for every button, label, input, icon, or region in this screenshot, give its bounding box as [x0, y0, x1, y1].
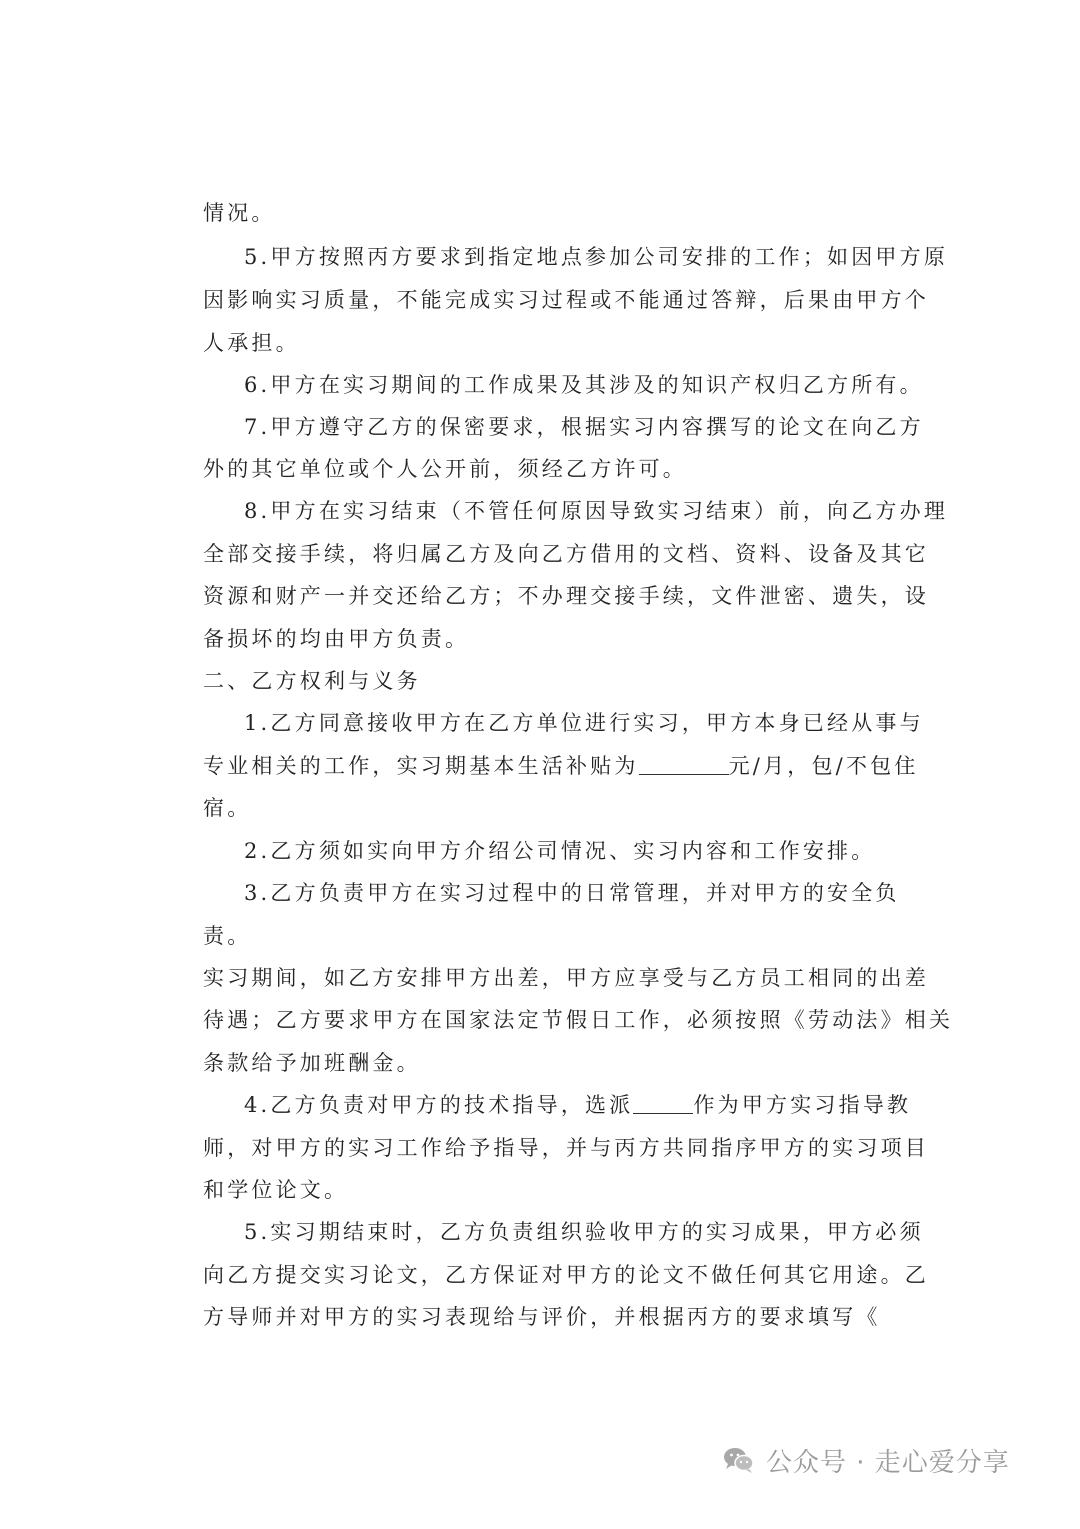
mentor-line-after: 作为甲方实习指导教 [693, 1093, 912, 1117]
watermark [722, 1440, 1010, 1480]
text-line: 全部交接手续，将归属乙方及向乙方借用的文档、资料、设备及其它 [203, 542, 929, 566]
text-line: 向乙方提交实习论文，乙方保证对甲方的论文不做任何其它用途。乙 [203, 1263, 929, 1287]
text-line: 情况。 [203, 201, 276, 225]
text-line: 3.乙方负责甲方在实习过程中的日常管理，并对甲方的安全负 [244, 881, 900, 905]
stipend-line-before: 专业相关的工作，实习期基本生活补贴为 [203, 754, 639, 778]
text-line: 和学位论文。 [203, 1178, 349, 1202]
text-line: 实习期间，如乙方安排甲方出差，甲方应享受与乙方员工相同的出差 [203, 966, 929, 990]
text-line: 7.甲方遵守乙方的保密要求，根据实习内容撰写的论文在向乙方 [244, 415, 924, 439]
text-line: 师，对甲方的实习工作给予指导，并与丙方共同指序甲方的实习项目 [203, 1136, 929, 1160]
text-line: 5.甲方按照丙方要求到指定地点参加公司安排的工作；如因甲方原 [244, 245, 949, 269]
text-line: 2.乙方须如实向甲方介绍公司情况、实习内容和工作安排。 [244, 839, 876, 863]
text-line: 宿。 [203, 796, 252, 820]
stipend-line-after: 元/月，包/不包住 [728, 754, 919, 778]
text-line: 待遇；乙方要求甲方在国家法定节假日工作，必须按照《劳动法》相关 [203, 1008, 954, 1032]
text-line: 备损坏的均由甲方负责。 [203, 627, 470, 651]
watermark-text: 公众号 · 走心爱分享 [766, 1447, 1010, 1478]
stipend-amount-blank [639, 754, 729, 775]
mentor-line-before: 4.乙方负责对甲方的技术指导，选派 [244, 1093, 634, 1117]
text-line: 5.实习期结束时，乙方负责组织验收甲方的实习成果，甲方必须 [244, 1220, 924, 1244]
text-line: 因影响实习质量，不能完成实习过程或不能通过答辩，后果由甲方个 [203, 288, 929, 312]
text-line: 人承担。 [203, 331, 300, 355]
mentor-name-blank [633, 1093, 693, 1114]
text-line: 6.甲方在实习期间的工作成果及其涉及的知识产权归乙方所有。 [244, 373, 924, 397]
text-line: 责。 [203, 924, 252, 948]
section-heading: 二、乙方权利与义务 [203, 669, 421, 693]
wechat-icon [722, 1443, 756, 1477]
text-line: 条款给予加班酬金。 [203, 1051, 421, 1075]
text-line: 8.甲方在实习结束（不管任何原因导致实习结束）前，向乙方办理 [244, 499, 949, 523]
text-line: 1.乙方同意接收甲方在乙方单位进行实习，甲方本身已经从事与 [244, 711, 924, 735]
mentor-line [244, 1091, 911, 1119]
text-line: 方导师并对甲方的实习表现给与评价，并根据丙方的要求填写《 [203, 1305, 881, 1329]
text-line: 外的其它单位或个人公开前，须经乙方许可。 [203, 457, 687, 481]
stipend-line [203, 752, 919, 780]
text-line: 资源和财产一并交还给乙方；不办理交接手续，文件泄密、遗失，设 [203, 584, 929, 608]
